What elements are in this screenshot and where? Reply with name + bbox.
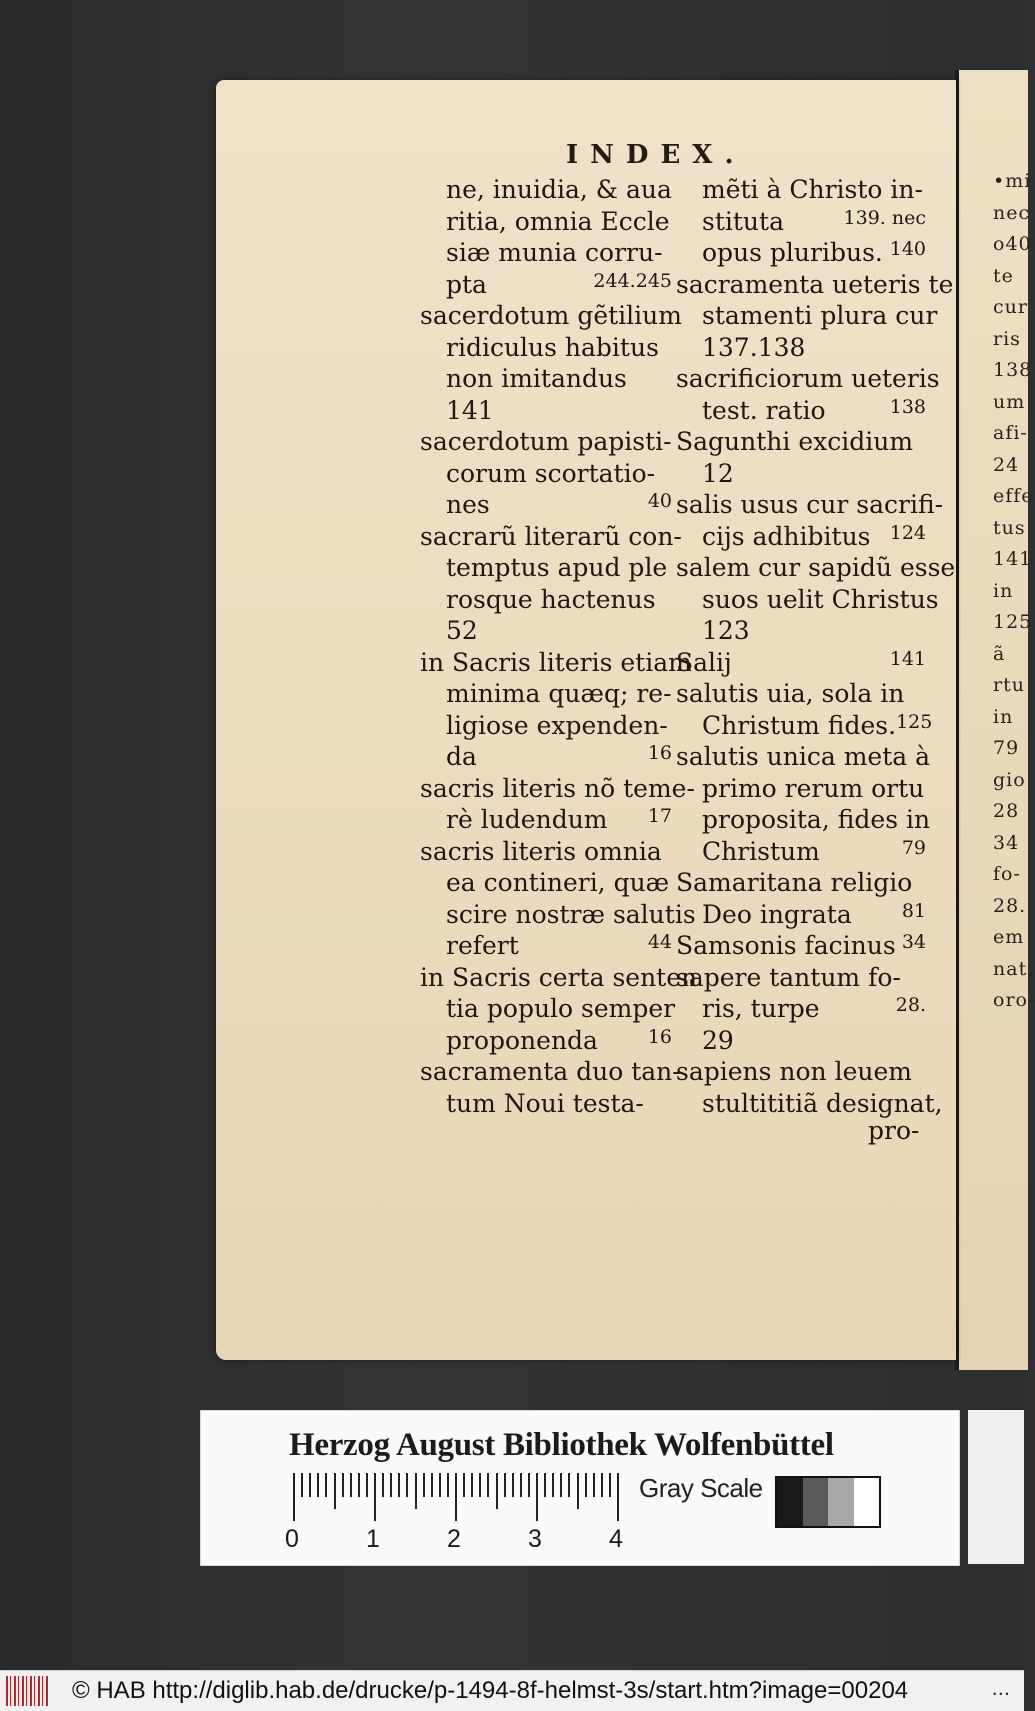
library-name: Herzog August Bibliothek Wolfenbüttel <box>289 1427 834 1463</box>
more-icon[interactable]: ... <box>991 1675 1010 1700</box>
ruler-tick <box>325 1473 327 1497</box>
ruler-tick <box>544 1473 546 1497</box>
index-page-number: 34 <box>901 931 926 953</box>
index-entry-text: ne, inuidia, & aua <box>446 175 672 204</box>
ruler-tick <box>471 1473 473 1497</box>
index-entry-text: test. ratio <box>702 395 826 425</box>
adjacent-page-fragment: cur <box>993 296 1028 318</box>
index-entry <box>676 993 926 1025</box>
index-entry-text: Christum <box>702 836 820 866</box>
adjacent-page-fragment: te <box>993 264 1014 287</box>
adjacent-page-fragment: fo- <box>993 863 1021 885</box>
ruler-tick <box>342 1473 344 1497</box>
index-entry <box>420 332 672 364</box>
index-entry <box>420 741 672 773</box>
index-page-number: 139. nec <box>843 206 926 229</box>
index-entry <box>676 206 926 238</box>
index-entry <box>676 426 926 458</box>
ruler-tick <box>593 1473 595 1497</box>
index-entry-text: salutis unica meta à <box>676 742 931 771</box>
index-entry <box>420 269 672 301</box>
ruler-tick <box>552 1473 554 1497</box>
gray-swatch <box>803 1478 829 1526</box>
ruler-tick <box>398 1473 400 1497</box>
ruler-tick <box>528 1473 530 1497</box>
index-entry <box>676 930 926 962</box>
index-entry-text: 52 <box>446 616 478 645</box>
index-entry-text: stamenti plura cur <box>702 301 938 330</box>
index-entry <box>676 237 926 269</box>
hab-logo-icon <box>6 1676 48 1706</box>
index-entry-text: sacrificiorum ueteris <box>676 364 940 393</box>
index-entry <box>676 647 926 679</box>
ruler-tick <box>455 1473 457 1521</box>
index-entry-text: salis usus cur sacrifi- <box>676 490 944 519</box>
adjacent-page-fragment: 28 <box>993 800 1020 822</box>
index-entry <box>676 773 926 805</box>
ruler-tick <box>293 1473 295 1521</box>
index-entry <box>420 930 672 962</box>
index-entry-text: Saguntһi excidium <box>676 427 914 456</box>
index-page-number: 140 <box>889 238 926 260</box>
ruler-tick <box>447 1473 449 1497</box>
index-entry <box>676 804 931 836</box>
gray-swatch <box>854 1478 880 1526</box>
index-page-number: 81 <box>901 899 926 922</box>
index-entry-text: in Sacris certa senten <box>420 962 698 992</box>
ruler-tick <box>463 1473 465 1497</box>
index-entry <box>676 300 938 332</box>
ruler-tick <box>366 1473 368 1497</box>
index-entry-text: ris, turpe <box>702 994 820 1023</box>
adjacent-page-fragment: nec <box>993 201 1031 224</box>
index-entry-text: 137.138 <box>702 332 806 362</box>
index-entry <box>420 584 672 616</box>
index-entry <box>676 521 926 553</box>
index-entry-text: opus pluribus. <box>702 238 883 267</box>
index-entry-text: sapiens non leuem <box>676 1057 912 1086</box>
index-entry <box>420 1056 681 1088</box>
adjacent-page-fragment: 24 <box>993 453 1020 476</box>
index-entry <box>420 962 698 994</box>
scale-ruler <box>293 1473 623 1521</box>
index-entry <box>676 867 926 899</box>
index-entry-text: proposita, fides in <box>702 805 931 834</box>
index-entry-text: refert <box>446 931 519 960</box>
scale-number: 1 <box>366 1525 380 1553</box>
adjacent-page-fragment: gio <box>993 768 1026 791</box>
index-entry-text: da <box>446 742 477 771</box>
index-entry-text: temptus apud ple <box>446 553 668 582</box>
index-entry <box>420 836 672 868</box>
index-page-number: 138 <box>889 395 926 418</box>
adjacent-page-fragment: afi- <box>993 422 1028 444</box>
index-entry-text: mẽti à Christo in- <box>702 175 923 204</box>
index-entry <box>676 1088 943 1120</box>
index-entry <box>420 237 672 269</box>
index-entry-text: sacerdotum gẽtilium <box>420 301 682 330</box>
adjacent-page-fragment: rtu <box>993 674 1025 696</box>
index-entry-text: suos uelit Christus <box>702 584 939 614</box>
adjacent-page-fragment: 34 <box>993 831 1020 854</box>
index-entry-text: 12 <box>702 458 734 488</box>
adjacent-page-fragment: nat, <box>993 957 1035 980</box>
index-entry <box>676 836 926 868</box>
index-entry <box>420 363 672 395</box>
index-entry <box>420 804 672 836</box>
ruler-tick <box>374 1473 376 1521</box>
index-entry <box>420 899 696 931</box>
source-url-link[interactable]: © HAB http://diglib.hab.de/drucke/p-1494-8f-helmst-3s/start.htm?image=00204 <box>72 1677 909 1704</box>
index-entry <box>676 741 931 773</box>
index-entry-text: primo rerum ortu <box>702 773 925 803</box>
adjacent-page-fragment: o40 <box>993 233 1032 255</box>
index-entry <box>420 773 695 805</box>
index-entry-text: minima quæq; re- <box>446 679 672 708</box>
ruler-tick <box>536 1473 538 1521</box>
adjacent-page-edge <box>955 70 1035 1370</box>
index-entry <box>676 174 926 206</box>
index-entry <box>676 710 933 742</box>
ruler-tick <box>520 1473 522 1497</box>
index-entry <box>420 458 672 490</box>
index-entry <box>420 993 676 1025</box>
index-entry-text: ridiculus habitus <box>446 332 659 362</box>
index-entry-text: sacrarũ literarũ con- <box>420 521 682 551</box>
index-entry-text: 141 <box>446 395 494 425</box>
index-entry <box>420 710 672 742</box>
index-entry <box>676 899 926 931</box>
index-page-number: 40 <box>647 490 672 512</box>
ruler-tick <box>609 1473 611 1497</box>
adjacent-page-fragment: ã <box>993 642 1006 665</box>
ruler-tick <box>585 1473 587 1497</box>
index-entry <box>676 395 926 427</box>
index-entry-text: ligiose expenden- <box>446 710 668 740</box>
index-entry-text: cijs adhibitus <box>702 521 871 551</box>
ruler-tick <box>617 1473 619 1521</box>
ruler-tick <box>439 1473 441 1497</box>
adjacent-page-fragment: •mi <box>993 170 1032 192</box>
ruler-tick <box>334 1473 336 1509</box>
index-entry <box>676 1056 926 1088</box>
index-entry <box>676 584 939 616</box>
index-entry <box>420 174 672 206</box>
index-entry <box>420 489 672 521</box>
index-entry-text: Christum fides. <box>702 710 897 740</box>
index-entry-text: sacramenta duo tan- <box>420 1057 681 1086</box>
adjacent-page-fragment: effe <box>993 485 1034 507</box>
index-entry <box>420 1025 672 1057</box>
index-entry-text: stituta <box>702 206 784 236</box>
ruler-tick <box>390 1473 392 1497</box>
ruler-tick <box>301 1473 303 1497</box>
index-entry-text: sacris literis nõ teme- <box>420 773 695 803</box>
index-entry <box>676 332 926 364</box>
index-page-number: 125 <box>896 710 933 733</box>
footer-bar <box>0 1670 1024 1711</box>
scale-number: 3 <box>528 1525 542 1553</box>
index-page-number: 16 <box>647 1025 672 1048</box>
calibration-target-edge <box>968 1410 1024 1564</box>
index-entry-text: salutis uia, sola in <box>676 679 905 708</box>
ruler-tick <box>382 1473 384 1497</box>
index-entry-text: corum scortatio- <box>446 458 656 488</box>
index-page-number: 124 <box>889 521 926 544</box>
adjacent-page-fragment: oro- <box>993 989 1035 1011</box>
index-page-number: 16 <box>647 742 672 764</box>
index-entry <box>420 867 672 899</box>
ruler-tick <box>568 1473 570 1497</box>
adjacent-page-fragment: um <box>993 390 1026 413</box>
index-page-number: 79 <box>901 836 926 859</box>
ruler-tick <box>504 1473 506 1497</box>
adjacent-page-fragment: in <box>993 579 1014 602</box>
gray-swatch <box>777 1478 803 1526</box>
gray-scale-label: Gray Scale <box>639 1473 763 1503</box>
index-entry <box>676 1025 926 1057</box>
ruler-tick <box>601 1473 603 1497</box>
index-page-number: 17 <box>647 805 672 827</box>
index-entry <box>420 678 672 710</box>
adjacent-page-fragment: 79 <box>993 737 1020 759</box>
index-entry-text: non imitandus <box>446 364 627 393</box>
ruler-tick <box>406 1473 408 1497</box>
index-entry <box>420 647 692 679</box>
index-entry-text: scire nostræ salutis <box>446 899 696 929</box>
index-entry <box>420 206 672 238</box>
gray-swatch <box>828 1478 854 1526</box>
index-entry-text: 123 <box>702 616 750 645</box>
index-entry <box>420 521 682 553</box>
index-entry-text: sacris literis omnia <box>420 836 662 866</box>
index-entry <box>676 489 944 521</box>
index-entry-text: in Sacris literis etiam <box>420 647 692 677</box>
index-entry-text: Salij <box>676 647 732 677</box>
adjacent-page-fragment: 141 <box>993 548 1033 570</box>
index-entry-text: Samsonis facinus <box>676 931 896 960</box>
index-entry-text: ea contineri, quæ <box>446 868 670 897</box>
index-entry-text: tia populo semper <box>446 994 676 1023</box>
adjacent-page-fragment: 138 <box>993 359 1033 381</box>
index-entry <box>420 426 672 458</box>
index-entry-text: tum Noui testa- <box>446 1088 644 1118</box>
index-entry-text: rosque hactenus <box>446 584 656 614</box>
scale-number: 0 <box>285 1525 299 1553</box>
index-entry <box>420 300 682 332</box>
index-page-number: 244.245 <box>593 269 672 292</box>
index-entry-text: sapere tantum fo- <box>676 962 901 992</box>
index-page-number: 44 <box>647 931 672 953</box>
adjacent-page-fragment: tus <box>993 516 1026 539</box>
ruler-tick <box>560 1473 562 1497</box>
catchword: pro- <box>868 1116 920 1145</box>
index-entry <box>676 678 926 710</box>
page-header: INDEX. <box>566 140 746 170</box>
index-column-left <box>420 174 698 1119</box>
index-entry <box>676 552 956 584</box>
index-entry-text: salem cur sapidũ esse <box>676 553 956 582</box>
index-entry-text: stultititiã designat, <box>702 1088 943 1118</box>
gray-scale-swatches <box>775 1476 881 1528</box>
adjacent-page-fragment: ris <box>993 327 1021 350</box>
index-entry-text: siæ munia corru- <box>446 238 663 267</box>
index-entry-text: pta <box>446 269 487 299</box>
index-column-right <box>676 174 956 1119</box>
adjacent-page-fragment: in <box>993 705 1014 728</box>
ruler-tick <box>317 1473 319 1497</box>
index-entry-text: 29 <box>702 1025 734 1055</box>
ruler-tick <box>309 1473 311 1497</box>
adjacent-page-fragment: 28. <box>993 894 1027 917</box>
index-entry <box>676 269 954 301</box>
ruler-tick <box>423 1473 425 1497</box>
index-entry <box>420 1088 672 1120</box>
adjacent-page-fragment: 125 <box>993 611 1033 633</box>
index-page-number: 141 <box>889 647 926 670</box>
index-page-number: 28. <box>895 994 926 1016</box>
index-entry <box>420 615 672 647</box>
index-entry <box>420 552 672 584</box>
ruler-tick <box>431 1473 433 1497</box>
index-entry <box>676 458 926 490</box>
ruler-tick <box>512 1473 514 1497</box>
index-entry <box>420 395 672 427</box>
index-entry-text: nes <box>446 490 490 519</box>
index-entry <box>676 962 926 994</box>
scale-number: 4 <box>609 1525 623 1553</box>
index-entry <box>676 615 926 647</box>
ruler-tick <box>350 1473 352 1497</box>
calibration-target <box>200 1410 960 1566</box>
index-entry <box>676 363 940 395</box>
ruler-tick <box>496 1473 498 1509</box>
ruler-tick <box>577 1473 579 1509</box>
index-entry-text: ritia, omnia Eccle <box>446 206 670 236</box>
index-entry-text: proponenda <box>446 1025 598 1055</box>
adjacent-page-fragment: em <box>993 926 1025 948</box>
index-entry-text: rè ludendum <box>446 805 608 834</box>
ruler-tick <box>479 1473 481 1497</box>
index-entry-text: sacerdotum papisti- <box>420 427 672 456</box>
ruler-tick <box>415 1473 417 1509</box>
index-entry-text: Deo ingrata <box>702 899 852 929</box>
index-entry-text: Samaritana religio <box>676 868 913 897</box>
ruler-tick <box>358 1473 360 1497</box>
ruler-tick <box>487 1473 489 1497</box>
scale-number: 2 <box>447 1525 461 1553</box>
index-entry-text: sacramenta ueteris te <box>676 269 954 299</box>
